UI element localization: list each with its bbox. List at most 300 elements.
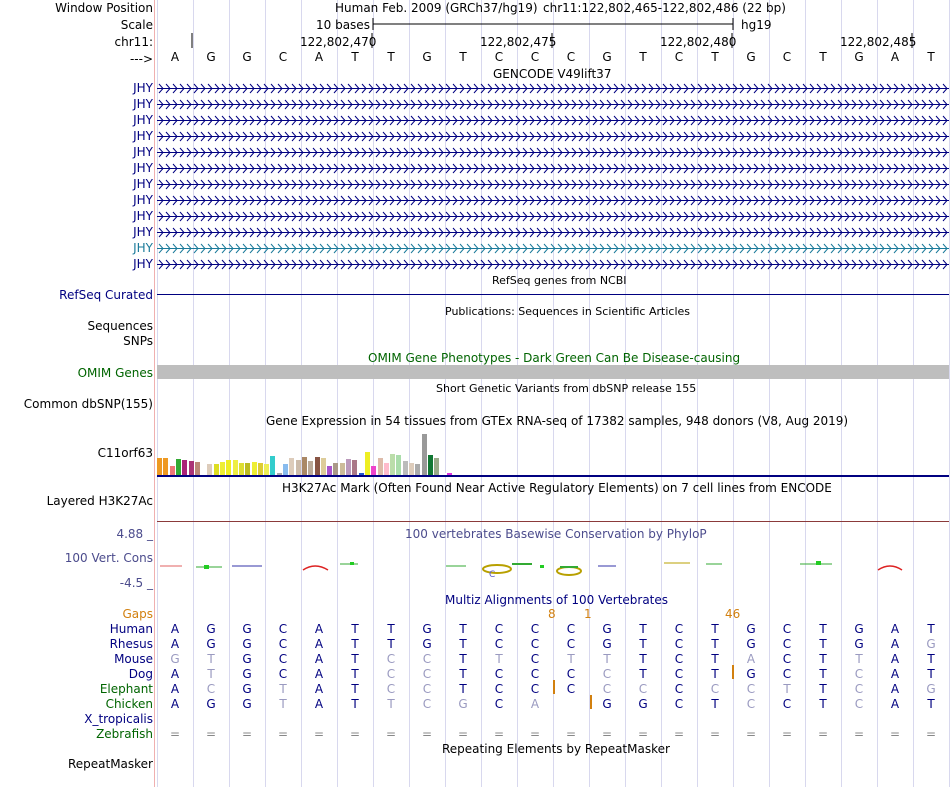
- gencode-transcript[interactable]: [157, 210, 949, 223]
- image-left-edge: [154, 0, 155, 787]
- reference-base: T: [387, 50, 395, 64]
- aligned-base: T: [207, 652, 215, 666]
- reference-base: C: [782, 50, 792, 64]
- repeatmasker-track-label[interactable]: RepeatMasker: [67, 757, 153, 771]
- dbsnp-track-title[interactable]: Short Genetic Variants from dbSNP release 155: [436, 382, 697, 395]
- gencode-transcript[interactable]: [157, 130, 949, 143]
- aligned-base: C: [782, 667, 792, 681]
- aligned-base: T: [459, 682, 467, 696]
- aligned-base: T: [711, 667, 719, 681]
- aligned-base: T: [351, 637, 359, 651]
- aligned-base: C: [530, 652, 540, 666]
- aligned-base: G: [458, 697, 468, 711]
- gtex-tissue-bar[interactable]: [233, 460, 238, 475]
- scale-db-text: hg19: [741, 18, 772, 32]
- aligned-base: G: [422, 637, 432, 651]
- reference-base: C: [530, 50, 540, 64]
- aligned-base: A: [890, 667, 900, 681]
- omim-gene-bar[interactable]: [157, 365, 949, 379]
- aligned-base: A: [890, 697, 900, 711]
- gap-count-1: 8: [548, 607, 556, 621]
- aligned-base: C: [854, 682, 864, 696]
- gtex-tissue-bar[interactable]: [252, 462, 257, 475]
- reference-base: T: [711, 50, 719, 64]
- gaps-label: Gaps: [122, 607, 153, 621]
- phylop-mark: [350, 562, 354, 565]
- gencode-transcript-label[interactable]: JHY: [133, 257, 153, 271]
- refseq-track-label[interactable]: RefSeq Curated: [59, 288, 153, 302]
- aligned-base: T: [819, 682, 827, 696]
- aligned-base: C: [854, 667, 864, 681]
- assembly-text: Human Feb. 2009 (GRCh37/hg19): [335, 1, 538, 15]
- gtex-tissue-bar[interactable]: [226, 460, 231, 475]
- aligned-base: T: [459, 637, 467, 651]
- aligned-base: C: [674, 697, 684, 711]
- gtex-tissue-bar[interactable]: [283, 464, 288, 475]
- reference-base: T: [459, 50, 467, 64]
- gtex-tissue-bar[interactable]: [327, 466, 332, 475]
- reference-base: C: [566, 50, 576, 64]
- aligned-base: C: [674, 637, 684, 651]
- phylop-mark: [878, 566, 902, 570]
- aligned-base: C: [494, 682, 504, 696]
- aligned-base: C: [638, 682, 648, 696]
- gtex-tissue-bar[interactable]: [296, 460, 301, 475]
- aligned-base: C: [530, 637, 540, 651]
- aligned-base: T: [387, 637, 395, 651]
- aligned-base: T: [603, 652, 611, 666]
- gtex-gene-line: [157, 475, 949, 477]
- aligned-base: C: [782, 652, 792, 666]
- aligned-base: T: [711, 652, 719, 666]
- aligned-base: C: [278, 652, 288, 666]
- omim-track-label[interactable]: OMIM Genes: [77, 366, 153, 380]
- aligned-base: =: [493, 727, 505, 741]
- reference-base: G: [242, 50, 252, 64]
- species-label-zebrafish[interactable]: Zebrafish: [96, 727, 153, 741]
- reference-base: C: [674, 50, 684, 64]
- aligned-base: =: [385, 727, 397, 741]
- gencode-transcript[interactable]: [157, 98, 949, 111]
- aligned-base: C: [386, 667, 396, 681]
- species-label-dog[interactable]: Dog: [128, 667, 153, 681]
- aligned-base: C: [278, 667, 288, 681]
- aligned-base: G: [422, 622, 432, 636]
- aligned-base: =: [637, 727, 649, 741]
- aligned-base: A: [530, 697, 540, 711]
- aligned-base: C: [710, 682, 720, 696]
- gtex-tissue-bar[interactable]: [182, 460, 187, 475]
- aligned-base: =: [565, 727, 577, 741]
- aligned-base: C: [566, 637, 576, 651]
- aligned-base: T: [351, 622, 359, 636]
- gtex-tissue-bar[interactable]: [289, 458, 294, 475]
- gtex-tissue-bar[interactable]: [415, 464, 420, 475]
- aligned-base: =: [889, 727, 901, 741]
- aligned-base: A: [890, 622, 900, 636]
- insertion-marker: [590, 695, 592, 709]
- gtex-tissue-bar[interactable]: [390, 454, 395, 475]
- aligned-base: C: [422, 667, 432, 681]
- aligned-base: =: [781, 727, 793, 741]
- aligned-base: C: [746, 697, 756, 711]
- aligned-base: G: [242, 697, 252, 711]
- aligned-base: C: [782, 697, 792, 711]
- aligned-base: T: [855, 652, 863, 666]
- gtex-tissue-bar[interactable]: [239, 463, 244, 475]
- aligned-base: G: [926, 637, 936, 651]
- aligned-base: G: [206, 697, 216, 711]
- gencode-transcript-label[interactable]: JHY: [133, 177, 153, 191]
- aligned-base: G: [602, 697, 612, 711]
- species-label-x_tropicalis[interactable]: X_tropicalis: [84, 712, 153, 726]
- aligned-base: =: [529, 727, 541, 741]
- aligned-base: A: [314, 637, 324, 651]
- insertion-marker: [553, 680, 555, 694]
- aligned-base: C: [422, 682, 432, 696]
- aligned-base: =: [709, 727, 721, 741]
- gtex-tissue-bar[interactable]: [346, 459, 351, 475]
- aligned-base: =: [313, 727, 325, 741]
- aligned-base: T: [927, 652, 935, 666]
- gencode-transcript-label[interactable]: JHY: [133, 97, 153, 111]
- h3k27ac-track-label[interactable]: Layered H3K27Ac: [46, 494, 153, 508]
- aligned-base: G: [854, 622, 864, 636]
- gtex-tissue-bar[interactable]: [340, 463, 345, 475]
- publications-snps-label[interactable]: SNPs: [123, 334, 153, 348]
- aligned-base: T: [819, 637, 827, 651]
- phylop-mark: [557, 567, 581, 575]
- aligned-base: C: [674, 622, 684, 636]
- gencode-transcript-label[interactable]: JHY: [133, 81, 153, 95]
- gencode-transcript-label[interactable]: JHY: [133, 241, 153, 255]
- chr-label: chr11:: [114, 35, 153, 49]
- phylop-track-title[interactable]: 100 vertebrates Basewise Conservation by PhyloP: [405, 527, 707, 541]
- gencode-track-title[interactable]: GENCODE V49lift37: [493, 67, 612, 81]
- aligned-base: =: [241, 727, 253, 741]
- aligned-base: C: [530, 622, 540, 636]
- aligned-base: C: [674, 667, 684, 681]
- aligned-base: T: [207, 667, 215, 681]
- gencode-transcript[interactable]: [157, 242, 949, 255]
- refseq-gene-line[interactable]: [157, 294, 949, 295]
- reference-base: G: [422, 50, 432, 64]
- aligned-base: G: [926, 682, 936, 696]
- aligned-base: C: [674, 652, 684, 666]
- aligned-base: A: [890, 682, 900, 696]
- aligned-base: T: [387, 622, 395, 636]
- aligned-base: T: [351, 682, 359, 696]
- aligned-base: T: [351, 667, 359, 681]
- gtex-tissue-bar[interactable]: [220, 462, 225, 475]
- window-position-label: Window Position: [55, 1, 153, 15]
- species-label-rhesus[interactable]: Rhesus: [109, 637, 153, 651]
- gencode-transcript[interactable]: [157, 114, 949, 127]
- aligned-base: A: [170, 637, 180, 651]
- gencode-transcript-label[interactable]: JHY: [133, 129, 153, 143]
- aligned-base: G: [206, 637, 216, 651]
- omim-track-title[interactable]: OMIM Gene Phenotypes - Dark Green Can Be Disease-causing: [368, 351, 741, 365]
- aligned-base: G: [638, 697, 648, 711]
- scale-label: Scale: [120, 18, 153, 32]
- aligned-base: G: [242, 667, 252, 681]
- gencode-transcript[interactable]: [157, 258, 949, 271]
- phylop-mark: [816, 561, 821, 565]
- aligned-base: G: [746, 637, 756, 651]
- aligned-base: T: [639, 667, 647, 681]
- aligned-base: G: [242, 652, 252, 666]
- aligned-base: C: [746, 682, 756, 696]
- aligned-base: =: [673, 727, 685, 741]
- aligned-base: C: [566, 667, 576, 681]
- aligned-base: C: [566, 622, 576, 636]
- aligned-base: T: [459, 667, 467, 681]
- repeatmasker-track-title[interactable]: Repeating Elements by RepeatMasker: [442, 742, 670, 756]
- gtex-tissue-bar[interactable]: [365, 452, 370, 475]
- aligned-base: A: [314, 667, 324, 681]
- aligned-base: C: [602, 682, 612, 696]
- gencode-transcript[interactable]: [157, 178, 949, 191]
- phylop-mark: [204, 565, 209, 569]
- aligned-base: C: [494, 697, 504, 711]
- gtex-tissue-bar[interactable]: [333, 463, 338, 475]
- gtex-tissue-bar[interactable]: [214, 464, 219, 475]
- aligned-base: T: [351, 652, 359, 666]
- gtex-track-title[interactable]: Gene Expression in 54 tissues from GTEx RNA-seq of 17382 samples, 948 donors (V8, Aug 2019): [266, 414, 849, 428]
- aligned-base: =: [925, 727, 937, 741]
- aligned-base: T: [567, 652, 575, 666]
- ruler-tick-2: 122,802,475: [480, 35, 557, 49]
- gtex-tissue-bar[interactable]: [422, 434, 427, 475]
- aligned-base: A: [170, 667, 180, 681]
- gencode-transcript-label[interactable]: JHY: [133, 161, 153, 175]
- aligned-base: T: [711, 697, 719, 711]
- aligned-base: =: [205, 727, 217, 741]
- aligned-base: C: [494, 622, 504, 636]
- gtex-tissue-bar[interactable]: [321, 458, 326, 475]
- aligned-base: =: [277, 727, 289, 741]
- phylop-mark: [540, 565, 544, 568]
- h3k27ac-track-title[interactable]: H3K27Ac Mark (Often Found Near Active Regulatory Elements) on 7 cell lines from ENCODE: [282, 481, 832, 495]
- aligned-base: A: [170, 682, 180, 696]
- gtex-tissue-bar[interactable]: [378, 458, 383, 475]
- gencode-transcript-label[interactable]: JHY: [133, 225, 153, 239]
- phylop-track-label[interactable]: 100 Vert. Cons: [64, 551, 153, 565]
- aligned-base: A: [314, 622, 324, 636]
- ruler-tick-3: 122,802,480: [660, 35, 737, 49]
- publications-sequences-label[interactable]: Sequences: [87, 319, 153, 333]
- aligned-base: T: [819, 697, 827, 711]
- publications-track-title[interactable]: Publications: Sequences in Scientific Articles: [445, 305, 690, 318]
- reference-base: G: [602, 50, 612, 64]
- aligned-base: C: [206, 682, 216, 696]
- gencode-transcript[interactable]: [157, 162, 949, 175]
- aligned-base: =: [601, 727, 613, 741]
- phylop-mark: [303, 566, 328, 570]
- phylop-min-label: -4.5 _: [119, 576, 153, 590]
- gtex-tissue-bar[interactable]: [157, 458, 162, 475]
- aligned-base: T: [927, 667, 935, 681]
- aligned-base: T: [495, 652, 503, 666]
- aligned-base: C: [278, 637, 288, 651]
- aligned-base: T: [279, 697, 287, 711]
- gtex-tissue-bar[interactable]: [189, 461, 194, 475]
- gtex-tissue-bar[interactable]: [207, 464, 212, 475]
- aligned-base: T: [783, 682, 791, 696]
- aligned-base: T: [639, 622, 647, 636]
- gtex-tissue-bar[interactable]: [352, 460, 357, 475]
- gtex-tissue-bar[interactable]: [396, 455, 401, 475]
- species-label-chicken[interactable]: Chicken: [105, 697, 153, 711]
- reference-base: T: [639, 50, 647, 64]
- gtex-tissue-bar[interactable]: [258, 463, 263, 475]
- aligned-base: T: [459, 652, 467, 666]
- multiz-track-title[interactable]: Multiz Alignments of 100 Vertebrates: [445, 593, 669, 607]
- reference-base: G: [746, 50, 756, 64]
- aligned-base: C: [854, 697, 864, 711]
- aligned-base: G: [170, 652, 180, 666]
- aligned-base: T: [819, 652, 827, 666]
- h3k27ac-signal-baseline: [157, 521, 949, 522]
- aligned-base: T: [819, 667, 827, 681]
- gtex-tissue-bar[interactable]: [384, 463, 389, 475]
- gtex-gene-label[interactable]: C11orf63: [97, 446, 153, 460]
- aligned-base: G: [602, 622, 612, 636]
- phylop-mark: [483, 565, 511, 573]
- gtex-tissue-bar[interactable]: [270, 456, 275, 475]
- reference-base: C: [278, 50, 288, 64]
- aligned-base: =: [169, 727, 181, 741]
- gtex-tissue-bar[interactable]: [315, 457, 320, 475]
- reference-base: G: [206, 50, 216, 64]
- aligned-base: A: [170, 622, 180, 636]
- gtex-bar-chart[interactable]: [157, 427, 949, 477]
- gencode-transcript[interactable]: [157, 194, 949, 207]
- ruler-tick-1: 122,802,470: [300, 35, 377, 49]
- aligned-base: A: [890, 637, 900, 651]
- aligned-base: G: [746, 622, 756, 636]
- species-label-elephant[interactable]: Elephant: [99, 682, 153, 696]
- gap-count-3: 46: [725, 607, 741, 621]
- aligned-base: T: [711, 622, 719, 636]
- strand-label: --->: [129, 52, 153, 66]
- gencode-transcript[interactable]: [157, 146, 949, 159]
- gtex-tissue-bar[interactable]: [371, 466, 376, 475]
- aligned-base: =: [457, 727, 469, 741]
- aligned-base: =: [817, 727, 829, 741]
- aligned-base: G: [206, 622, 216, 636]
- aligned-base: C: [566, 682, 576, 696]
- gencode-transcript[interactable]: [157, 226, 949, 239]
- aligned-base: A: [890, 652, 900, 666]
- gencode-transcript-label[interactable]: JHY: [133, 113, 153, 127]
- gtex-tissue-bar[interactable]: [195, 462, 200, 475]
- aligned-base: C: [386, 652, 396, 666]
- gtex-tissue-bar[interactable]: [264, 464, 269, 475]
- reference-base: A: [314, 50, 324, 64]
- position-text[interactable]: chr11:122,802,465-122,802,486 (22 bp): [543, 1, 786, 15]
- aligned-base: C: [782, 637, 792, 651]
- dbsnp-track-label[interactable]: Common dbSNP(155): [23, 397, 153, 411]
- ruler-tick-4: 122,802,485: [840, 35, 917, 49]
- aligned-base: A: [314, 652, 324, 666]
- gtex-tissue-bar[interactable]: [163, 458, 168, 475]
- gtex-tissue-bar[interactable]: [302, 457, 307, 475]
- species-label-human[interactable]: Human: [109, 622, 153, 636]
- gtex-tissue-bar[interactable]: [409, 463, 414, 475]
- aligned-base: C: [782, 622, 792, 636]
- gtex-tissue-bar[interactable]: [428, 455, 433, 475]
- reference-base: T: [927, 50, 935, 64]
- aligned-base: T: [711, 637, 719, 651]
- scale-bar-text: 10 bases: [316, 18, 370, 32]
- aligned-base: G: [242, 637, 252, 651]
- aligned-base: A: [746, 652, 756, 666]
- aligned-base: G: [242, 622, 252, 636]
- aligned-base: T: [927, 622, 935, 636]
- gtex-tissue-bar[interactable]: [308, 461, 313, 475]
- gtex-tissue-bar[interactable]: [434, 458, 439, 475]
- gap-count-2: 1: [584, 607, 592, 621]
- aligned-base: =: [853, 727, 865, 741]
- aligned-base: =: [745, 727, 757, 741]
- aligned-base: C: [530, 682, 540, 696]
- aligned-base: T: [387, 697, 395, 711]
- reference-base: A: [170, 50, 180, 64]
- species-label-mouse[interactable]: Mouse: [114, 652, 153, 666]
- reference-base: C: [494, 50, 504, 64]
- aligned-base: T: [819, 622, 827, 636]
- aligned-base: A: [314, 697, 324, 711]
- gencode-transcript-label[interactable]: JHY: [133, 145, 153, 159]
- aligned-base: T: [927, 697, 935, 711]
- aligned-base: C: [674, 682, 684, 696]
- aligned-base: C: [494, 637, 504, 651]
- gtex-tissue-bar[interactable]: [170, 466, 175, 475]
- aligned-base: C: [386, 682, 396, 696]
- aligned-base: C: [422, 697, 432, 711]
- reference-base: T: [351, 50, 359, 64]
- phylop-mark: C: [489, 570, 496, 580]
- aligned-base: G: [854, 637, 864, 651]
- gtex-tissue-bar[interactable]: [245, 463, 250, 475]
- gencode-transcript-label[interactable]: JHY: [133, 193, 153, 207]
- phylop-mark: [512, 563, 532, 565]
- aligned-base: C: [530, 667, 540, 681]
- aligned-base: G: [602, 637, 612, 651]
- gtex-tissue-bar[interactable]: [403, 461, 408, 475]
- aligned-base: A: [314, 682, 324, 696]
- phylop-max-label: 4.88 _: [116, 527, 153, 541]
- reference-base: G: [854, 50, 864, 64]
- aligned-base: C: [602, 667, 612, 681]
- aligned-base: C: [278, 622, 288, 636]
- insertion-marker: [732, 665, 734, 679]
- reference-base: A: [890, 50, 900, 64]
- aligned-base: =: [421, 727, 433, 741]
- aligned-base: C: [422, 652, 432, 666]
- gtex-tissue-bar[interactable]: [176, 459, 181, 475]
- gencode-transcript-label[interactable]: JHY: [133, 209, 153, 223]
- phylop-mark: [560, 566, 578, 568]
- aligned-base: T: [639, 652, 647, 666]
- aligned-base: G: [746, 667, 756, 681]
- aligned-base: G: [242, 682, 252, 696]
- aligned-base: T: [351, 697, 359, 711]
- refseq-track-title[interactable]: RefSeq genes from NCBI: [492, 274, 627, 287]
- aligned-base: T: [279, 682, 287, 696]
- gencode-transcript[interactable]: [157, 82, 949, 95]
